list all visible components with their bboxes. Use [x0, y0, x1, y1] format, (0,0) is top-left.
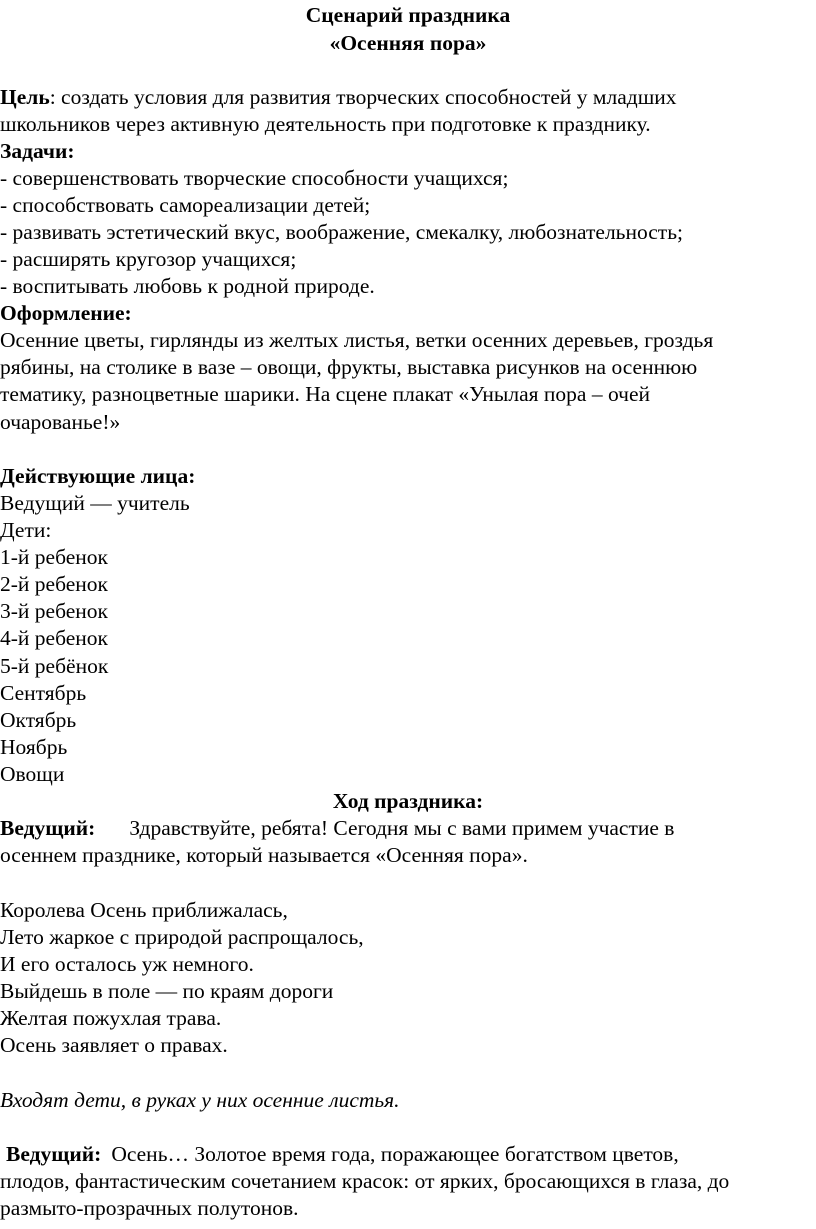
goal-label: Цель	[0, 85, 50, 109]
characters-heading: Действующие лица:	[0, 464, 196, 488]
character-item: Ноябрь	[0, 735, 68, 759]
poem-line: Лето жаркое с природой распрощалось,	[0, 925, 364, 949]
task-item: - воспитывать любовь к родной природе.	[0, 274, 375, 298]
speech-text: Здравствуйте, ребята! Сегодня мы с вами примем участие в	[129, 816, 675, 840]
tasks-heading: Задачи:	[0, 139, 75, 163]
decoration-line: Осенние цветы, гирлянды из желтых листья, ветки осенних деревьев, гроздья	[0, 328, 714, 352]
task-item: - расширять кругозор учащихся;	[0, 247, 297, 271]
poem-line: И его осталось уж немного.	[0, 952, 254, 976]
character-item: Ведущий — учитель	[0, 491, 190, 515]
character-item: Октябрь	[0, 708, 77, 732]
poem-line: Желтая пожухлая трава.	[0, 1006, 222, 1030]
task-item: - совершенствовать творческие способности учащихся;	[0, 166, 509, 190]
character-item: 5-й ребёнок	[0, 654, 109, 678]
speech-2-line-2: плодов, фантастическим сочетанием красок: от ярких, бросающихся в глаза, до	[0, 1169, 730, 1193]
decoration-line: очарованье!»	[0, 410, 121, 434]
poem-line: Выйдешь в поле — по краям дороги	[0, 979, 334, 1003]
character-item: 3-й ребенок	[0, 599, 108, 623]
speaker-label: Ведущий:	[6, 1142, 102, 1166]
decoration-line: рябины, на столике в вазе – овощи, фрукты, выставка рисунков на осеннюю	[0, 355, 698, 379]
character-item: 2-й ребенок	[0, 572, 108, 596]
goal-line-1	[0, 84, 677, 111]
character-item: Овощи	[0, 762, 65, 786]
poem-line: Королева Осень приближалась,	[0, 898, 288, 922]
goal-line-2: школьников через активную деятельность при подготовке к празднику.	[0, 112, 651, 136]
stage-direction: Входят дети, в руках у них осенние листья.	[0, 1088, 400, 1112]
character-item: 4-й ребенок	[0, 626, 108, 650]
character-item: Сентябрь	[0, 681, 87, 705]
title-line-1: Сценарий праздника	[305, 3, 511, 27]
speech-2-line-1	[6, 1141, 679, 1168]
speech-1-line-2: осеннем празднике, который называется «Осенняя пора».	[0, 843, 528, 867]
decoration-heading: Оформление:	[0, 301, 132, 325]
decoration-line: тематику, разноцветные шарики. На сцене плакат «Унылая пора – очей	[0, 382, 650, 406]
character-item: 1-й ребенок	[0, 545, 108, 569]
character-item: Дети:	[0, 518, 52, 542]
task-item: - способствовать самореализации детей;	[0, 193, 371, 217]
poem-line: Осень заявляет о правах.	[0, 1033, 228, 1057]
speech-1-line-1	[0, 815, 674, 842]
speech-2-line-3: размыто-прозрачных полутонов.	[0, 1196, 299, 1220]
speaker-label: Ведущий:	[0, 816, 96, 840]
task-item: - развивать эстетический вкус, воображение, смекалку, любознательность;	[0, 220, 683, 244]
goal-text: : создать условия для развития творческих способностей у младших	[49, 85, 677, 109]
course-heading: Ход праздника:	[332, 789, 484, 813]
title-line-2: «Осенняя пора»	[329, 31, 487, 55]
speech-text: Осень… Золотое время года, поражающее богатством цветов,	[111, 1142, 679, 1166]
